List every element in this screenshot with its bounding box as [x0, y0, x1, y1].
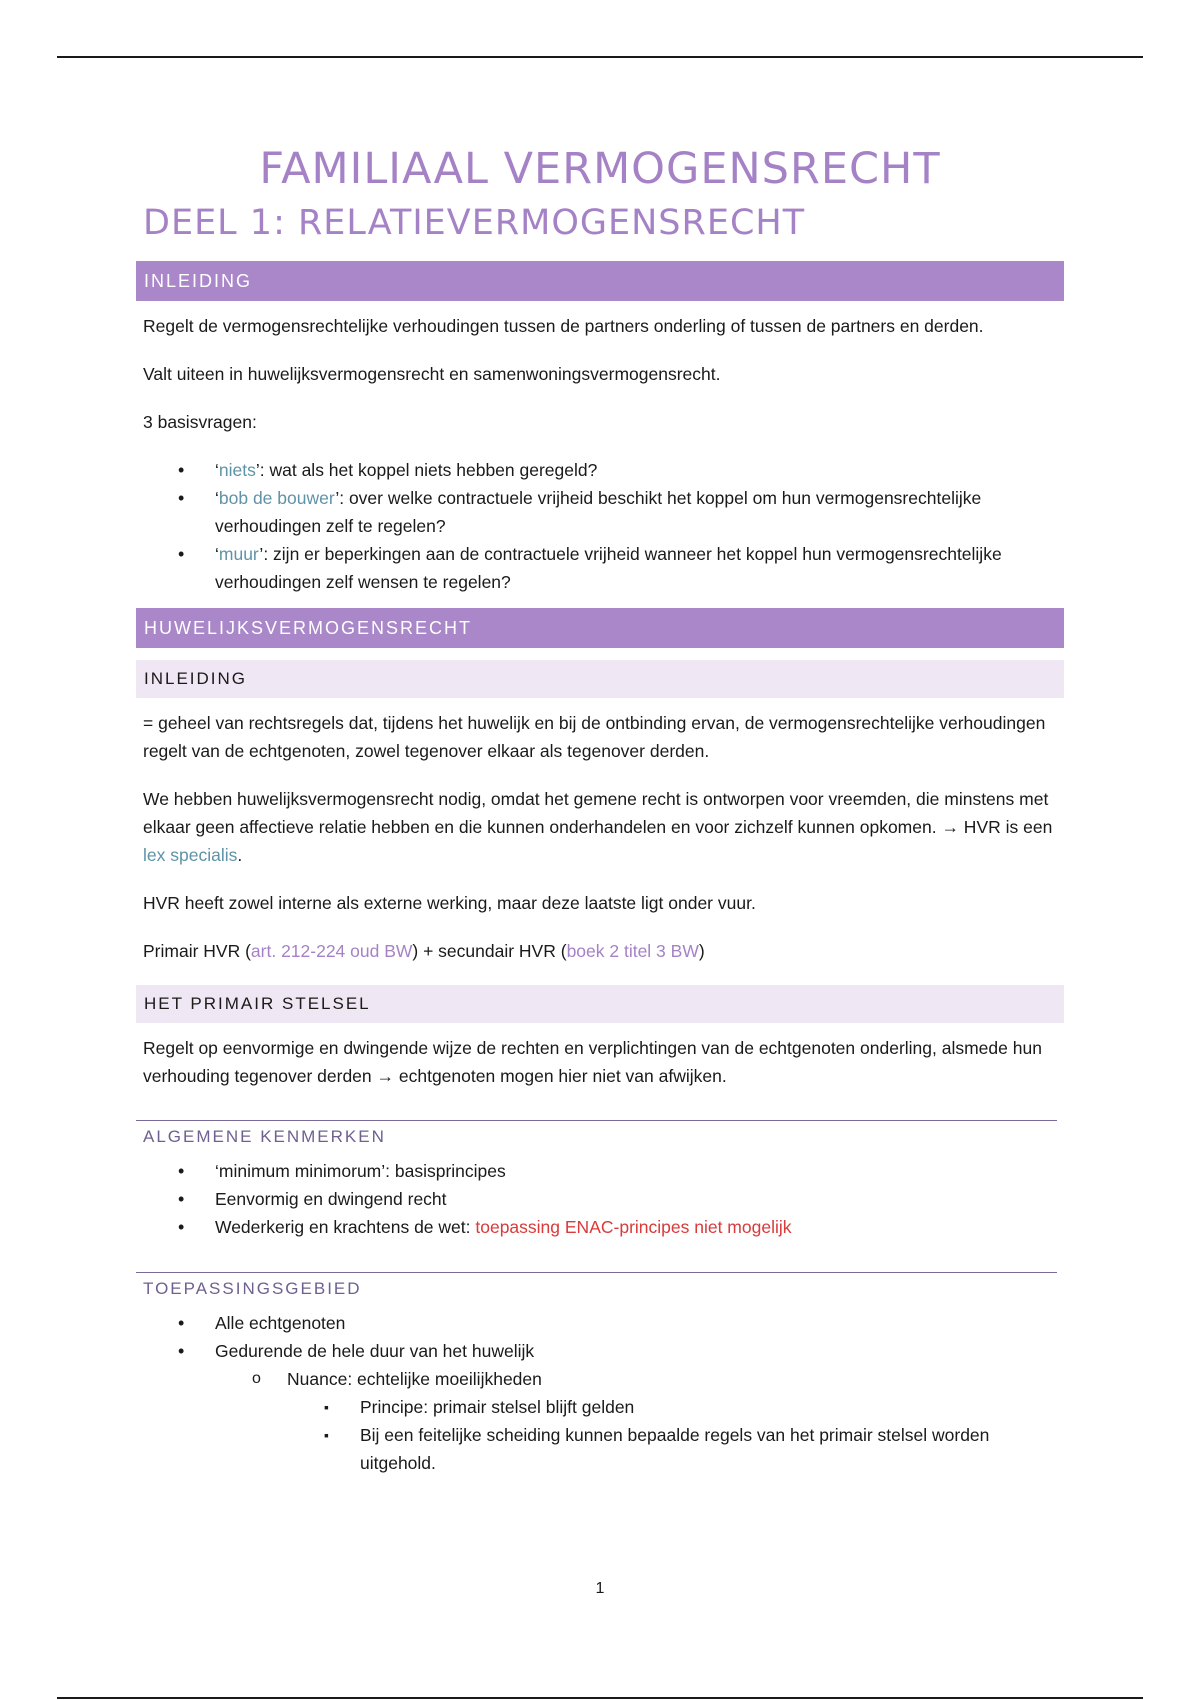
list-item: • Alle echtgenoten — [136, 1309, 1064, 1337]
list-item: • ‘bob de bouwer’: over welke contractuele vrijheid beschikt het koppel om hun vermogensrechtelijke verhoudingen zelf te regelen? — [136, 484, 1064, 540]
reference: art. 212-224 oud BW — [250, 941, 413, 961]
paragraph: 3 basisvragen: — [143, 412, 257, 432]
list-item — [136, 1213, 1064, 1241]
paragraph: Regelt de vermogensrechtelijke verhoudingen tussen de partners onderling of tussen de partners en derden. — [143, 316, 984, 336]
subheading-toepassingsgebied: TOEPASSINGSGEBIED — [136, 1272, 1057, 1299]
list-item-text: : over welke contractuele vrijheid beschikt het koppel om hun vermogensrechtelijke verhoudingen zelf te regelen? — [215, 488, 982, 536]
paragraph: = geheel van rechtsregels dat, tijdens het huwelijk en bij de ontbinding ervan, de vermogensrechtelijke verhoudingen regelt van de echtgenoten, zowel tegenover elkaar als tegenover derden. — [143, 713, 1046, 761]
list-item-text: Wederkerig en krachtens de wet: — [215, 1217, 476, 1237]
toepassing-list — [136, 1309, 1064, 1477]
term: bob de bouwer — [218, 488, 336, 508]
term: niets — [218, 460, 256, 480]
list-item: o Nuance: echtelijke moeilijkheden — [136, 1365, 1064, 1393]
term: muur — [218, 544, 260, 564]
list-item: • Gedurende de hele duur van het huwelijk — [136, 1337, 1064, 1365]
subheading-primair-stelsel: HET PRIMAIR STELSEL — [136, 985, 1064, 1023]
paragraph — [136, 785, 1064, 869]
heading-huwelijksvermogensrecht: HUWELIJKSVERMOGENSRECHT — [136, 608, 1064, 648]
highlight: toepassing ENAC-principes niet mogelijk — [475, 1217, 792, 1237]
paragraph — [136, 937, 1064, 965]
paragraph: Valt uiteen in huwelijksvermogensrecht en samenwoningsvermogensrecht. — [143, 364, 721, 384]
list-item: • ‘muur’: zijn er beperkingen aan de contractuele vrijheid wanneer het koppel hun vermogensrechtelijke verhoudingen zelf wensen te regelen? — [136, 540, 1064, 596]
paragraph: HVR heeft zowel interne als externe werking, maar deze laatste ligt onder vuur. — [143, 893, 756, 913]
header-rule — [57, 56, 1143, 58]
list-item: • ‘minimum minimorum’: basisprincipes — [136, 1157, 1064, 1185]
list-item: • Eenvormig en dwingend recht — [136, 1185, 1064, 1213]
subheading-algemene-kenmerken: ALGEMENE KENMERKEN — [136, 1120, 1057, 1147]
subheading-inleiding: INLEIDING — [136, 660, 1064, 698]
paragraph-text: We hebben huwelijksvermogensrecht nodig, omdat het gemene recht is ontworpen voor vreemden, die minstens met elkaar geen affectieve relatie hebben en die kunnen onderhandelen en voor zichzelf kunnen opkomen. → HVR is een — [143, 789, 1053, 837]
list-item-text: : zijn er beperkingen aan de contractuele vrijheid wanneer het koppel hun vermogensrechtelijke verhoudingen zelf wensen te regelen? — [215, 544, 1002, 592]
document-subtitle: DEEL 1: RELATIEVERMOGENSRECHT — [143, 203, 806, 243]
paragraph-text: ) + secundair HVR ( — [412, 941, 567, 961]
heading-inleiding: INLEIDING — [136, 261, 1064, 301]
basisvragen-list — [136, 456, 1064, 596]
page-number: 1 — [595, 1580, 605, 1597]
kenmerken-list — [136, 1157, 1064, 1241]
footer-rule — [57, 1697, 1143, 1699]
paragraph: Regelt op eenvormige en dwingende wijze de rechten en verplichtingen van de echtgenoten onderling, alsmede hun verhouding tegenover derden → echtgenoten mogen hier niet van afwijken. — [143, 1038, 1042, 1086]
reference: boek 2 titel 3 BW — [566, 941, 699, 961]
paragraph-text: . — [237, 845, 243, 865]
paragraph-text: Primair HVR ( — [143, 941, 251, 961]
term: lex specialis — [143, 845, 238, 865]
list-item-text: : wat als het koppel niets hebben geregeld? — [259, 460, 598, 480]
document-body — [136, 261, 1064, 1477]
list-item: ▪ Principe: primair stelsel blijft gelden — [136, 1393, 1064, 1421]
list-item: • ‘niets’: wat als het koppel niets hebben geregeld? — [136, 456, 1064, 484]
list-item: ▪ Bij een feitelijke scheiding kunnen bepaalde regels van het primair stelsel worden uitgehold. — [136, 1421, 1064, 1477]
paragraph-text: ) — [698, 941, 705, 961]
document-title: FAMILIAAL VERMOGENSRECHT — [259, 144, 941, 194]
